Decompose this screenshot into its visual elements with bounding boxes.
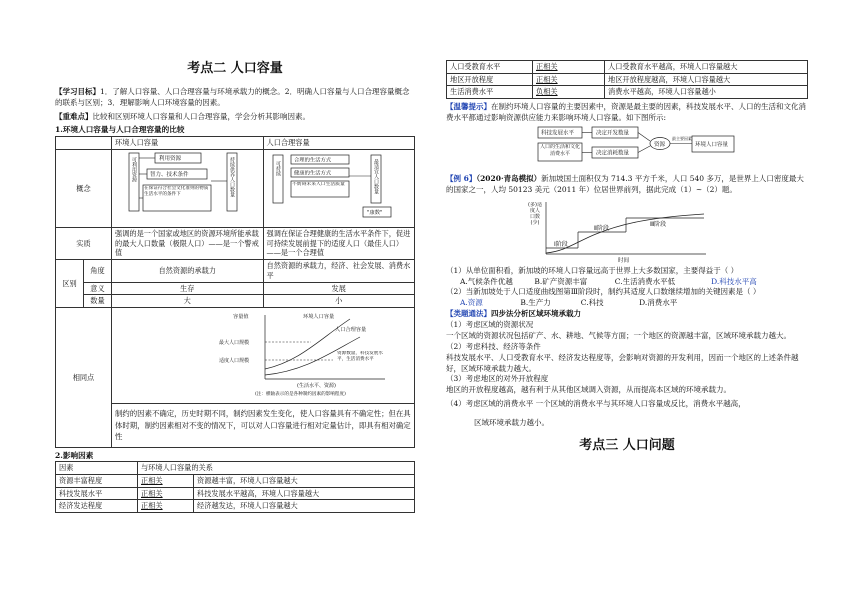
factor-cell: 生活消费水平 bbox=[447, 86, 533, 99]
diag-a-box2: 智力、技术条件 bbox=[150, 172, 189, 179]
factor-cell: 人口受教育水平 bbox=[447, 61, 533, 74]
relation-cell: 正相关 bbox=[138, 487, 194, 500]
q1-option-d: D.科技水平高 bbox=[711, 276, 757, 286]
method bbox=[446, 309, 808, 320]
focus bbox=[55, 112, 415, 123]
relation-header: 与环境人口容量的关系 bbox=[138, 462, 415, 475]
tip-label: 【温馨提示】 bbox=[446, 102, 491, 112]
q1-option-a: A.气候条件优越 bbox=[460, 276, 513, 286]
fig-curve1: 环境人口容量 bbox=[303, 313, 335, 320]
capacity-figure bbox=[115, 309, 411, 399]
row-similarity: 相同点 bbox=[56, 307, 112, 447]
angle-a: 自然资源的承载力 bbox=[112, 260, 264, 282]
meaning-b: 发展 bbox=[263, 282, 415, 295]
factor-table bbox=[55, 461, 415, 513]
q2-option-c: C.科技 bbox=[580, 298, 604, 308]
flow-center: 资源 bbox=[654, 141, 666, 148]
diag-b-box2: 健康的生活方式 bbox=[293, 170, 331, 177]
header-reasonable-capacity: 人口合理容量 bbox=[263, 137, 415, 150]
factor-header: 因素 bbox=[56, 462, 138, 475]
q2-option-b: B.生产力 bbox=[520, 298, 551, 308]
objectives bbox=[55, 87, 415, 109]
desc-cell: 消费水平越高，环境人口容量越小 bbox=[605, 86, 808, 99]
diag-b-bottom: "康数" bbox=[366, 210, 382, 217]
table-row bbox=[56, 500, 415, 513]
factor-cell: 地区开放程度 bbox=[447, 73, 533, 86]
question-1: （1）从单位面积看，新加坡的环境人口容量远高于世界上大多数国家，主要得益于（ ） bbox=[446, 265, 739, 275]
question-2: （2）当新加坡处于人口适度曲线图第Ⅲ阶段时，制约其适度人口数继续增加的关键因素是（ ） bbox=[446, 287, 761, 297]
objectives-text: 1．了解人口容量、人口合理容量与环境承载力的概念。2．明确人口容量与人口合理容量概念的联系与区别；3．理解影响人口环境容量的因素。 bbox=[55, 86, 410, 107]
q1-option-c: C.生活消费水平低 bbox=[614, 276, 676, 286]
fig-note: (注：横轴表示的是各种制约因素的影响程度) bbox=[255, 391, 346, 397]
flow-box2: 决定开发数量 bbox=[596, 130, 630, 137]
flow-arrow-label: 最主要因素 bbox=[672, 135, 692, 141]
concept-diagram-b bbox=[263, 150, 415, 228]
essence-b: 强调在保证合理健康的生活水平条件下，促进可持续发展前提下的适度人口（最佳人口）——是一个合理值 bbox=[263, 227, 415, 259]
graph-ylabel: (多)适度人口数(少) bbox=[528, 201, 542, 226]
population-stage-graph bbox=[446, 198, 808, 266]
table-row bbox=[56, 487, 415, 500]
angle-b: 自然资源的承载力，经济、社会发展、消费水平 bbox=[263, 260, 415, 282]
header-env-capacity: 环境人口容量 bbox=[112, 137, 264, 150]
section2-heading: 2.影响因素 bbox=[55, 451, 94, 461]
row-difference: 区别 bbox=[56, 260, 84, 308]
objectives-label: 【学习目标】 bbox=[55, 86, 100, 96]
desc-cell: 地区开放程度越高，环境人口容量越大 bbox=[605, 73, 808, 86]
table-row bbox=[56, 474, 415, 487]
essence-a: 强调的是一个国家或地区的资源环境所能承载的最大人口数量（极限人口）——是一个警戒值 bbox=[112, 227, 264, 259]
reasonable-capacity-diagram bbox=[267, 151, 411, 223]
fig-max: 最大人口规模 bbox=[219, 339, 250, 346]
example bbox=[446, 174, 808, 196]
flow-box1: 科技发展水平 bbox=[541, 130, 575, 137]
diag-b-box3: 不妨碍未来人口生活质量 bbox=[291, 182, 345, 188]
flow-result: 环境人口容量 bbox=[695, 141, 729, 148]
step2-title: （2）考虑科技、经济等条件 bbox=[446, 341, 541, 351]
diag-a-box1: 利用资源 bbox=[159, 156, 182, 163]
number-b: 小 bbox=[263, 295, 415, 308]
table-row bbox=[447, 73, 808, 86]
fig-ylabel: 容量值 bbox=[233, 313, 249, 320]
table-row bbox=[447, 61, 808, 74]
graph-stage1: Ⅰ阶段 bbox=[554, 240, 568, 248]
meaning-a: 生存 bbox=[112, 282, 264, 295]
step3-title: （3）考虑地区的对外开放程度 bbox=[446, 374, 549, 384]
desc-cell: 经济越发达，环境人口容量越大 bbox=[194, 500, 415, 513]
fig-fit: 适度人口规模 bbox=[219, 357, 250, 364]
step3-text: 地区的开放程度越高，越有利于从其他区域调入资源，从而提高本区域的环境承载力。 bbox=[446, 385, 731, 395]
diag-b-box1: 合理的生活方式 bbox=[293, 157, 331, 164]
factor-table-continued bbox=[446, 60, 808, 99]
fig-xlabel: (生活水平、资源) bbox=[297, 382, 336, 389]
factor-cell: 科技发展水平 bbox=[56, 487, 138, 500]
table-row bbox=[447, 86, 808, 99]
factor-cell: 资源丰富程度 bbox=[56, 474, 138, 487]
row-concept: 概念 bbox=[56, 150, 112, 228]
step4-continued: 区域环境承载力越小。 bbox=[474, 418, 549, 428]
row-essence: 实质 bbox=[56, 227, 112, 259]
sub-meaning: 意义 bbox=[84, 282, 112, 295]
section1-heading: 1.环境人口容量与人口合理容量的比较 bbox=[55, 125, 185, 135]
comparison-table bbox=[55, 136, 415, 448]
step4-text: （4）考虑区域的消费水平 一个区域的消费水平与其环境人口容量成反比，消费水平越高， bbox=[446, 399, 746, 409]
focus-label: 【重难点】 bbox=[55, 111, 93, 121]
similarity-text: 制约的因素不确定，历史时期不同，制约因素发生变化，使人口容量具有不确定性；但在具体时期，制约因素相对不变的情况下，可以对人口容量进行相对定量估计，即具有相对确定性 bbox=[112, 403, 415, 448]
relation-cell: 正相关 bbox=[138, 474, 194, 487]
question-1-options bbox=[446, 277, 808, 288]
diag-a-main: 可利用资源 bbox=[131, 157, 137, 183]
question-2-options bbox=[446, 298, 808, 309]
number-a: 大 bbox=[112, 295, 264, 308]
resource-flow-diagram bbox=[446, 124, 808, 164]
desc-cell: 人口受教育水平越高，环境人口容量越大 bbox=[605, 61, 808, 74]
flow-box4: 决定消耗数量 bbox=[596, 150, 630, 157]
method-label: 【类题通法】 bbox=[446, 309, 491, 319]
page-title: 考点二 人口容量 bbox=[187, 61, 283, 76]
relation-cell: 正相关 bbox=[533, 61, 605, 74]
flow-box3: 人口的生活和文化消费水平 bbox=[539, 143, 580, 157]
env-capacity-diagram bbox=[115, 151, 259, 223]
q1-option-b: B.矿产资源丰富 bbox=[534, 276, 588, 286]
similarity-figure-cell bbox=[112, 307, 415, 403]
fig-factors: 资源数量，科技发展水平，生活消费水平 bbox=[337, 350, 383, 362]
factor-cell: 经济发达程度 bbox=[56, 500, 138, 513]
diag-a-right: 持续供养人口数量 bbox=[229, 157, 235, 198]
concept-diagram-a bbox=[112, 150, 264, 228]
relation-cell: 负相关 bbox=[533, 86, 605, 99]
graph-xlabel: 时间 bbox=[618, 257, 630, 264]
sub-angle: 角度 bbox=[84, 260, 112, 282]
example-label: 【例 6】 bbox=[446, 173, 477, 183]
diag-b-right: 最适宜人口数量 bbox=[372, 159, 379, 195]
diag-b-left: 可持续 bbox=[274, 161, 281, 177]
example-source: （2020·青岛模拟） bbox=[476, 173, 542, 183]
left-column bbox=[55, 0, 415, 513]
graph-stage2: Ⅱ阶段 bbox=[594, 224, 609, 232]
step2-text: 科技发展水平、人口受教育水平、经济发达程度等，会影响对资源的开发利用，因而一个地区的上述条件越好，区域环境承载力越大。 bbox=[446, 352, 799, 373]
next-section-title: 考点三 人口问题 bbox=[579, 437, 675, 453]
method-title: 四步法分析区域环境承载力 bbox=[491, 309, 581, 319]
right-column bbox=[446, 0, 808, 456]
step1-text: 一个区域的资源状况包括矿产、水、耕地、气候等方面；一个地区的资源越丰富，区域环境承载力越大。 bbox=[446, 330, 791, 340]
relation-cell: 正相关 bbox=[533, 73, 605, 86]
desc-cell: 科技发展水平越高，环境人口容量越大 bbox=[194, 487, 415, 500]
focus-text: 比较和区别环境人口容量和人口合理容量，学会分析其影响因素。 bbox=[92, 111, 310, 121]
tip bbox=[446, 102, 808, 124]
sub-number: 数量 bbox=[84, 295, 112, 308]
step1-title: （1）考虑区域的资源状况 bbox=[446, 320, 534, 330]
q2-option-d: D.消费水平 bbox=[639, 298, 678, 308]
graph-stage3: Ⅲ阶段 bbox=[650, 220, 667, 228]
diag-a-box3: 在保证符合社会文化准则的物质生活水平的条件下 bbox=[144, 186, 209, 197]
relation-cell: 正相关 bbox=[138, 500, 194, 513]
desc-cell: 资源越丰富，环境人口容量越大 bbox=[194, 474, 415, 487]
fig-curve2: 人口合理容量 bbox=[335, 326, 367, 333]
example-text: 新加坡国土面积仅为 714.3 平方千米，人口 540 多万，是世界上人口密度最大的国家之一，人均 50123 美元（2011 年）位居世界前列，据此完成（1）~（2）题。 bbox=[446, 173, 804, 194]
q2-option-a: A.资源 bbox=[460, 298, 483, 308]
tip-text: 在制约环境人口容量的主要因素中，资源是最主要的因素，科技发展水平、人口的生活和文化消费水平都通过影响资源供应能力来影响环境人口容量。如下图所示: bbox=[446, 102, 806, 123]
